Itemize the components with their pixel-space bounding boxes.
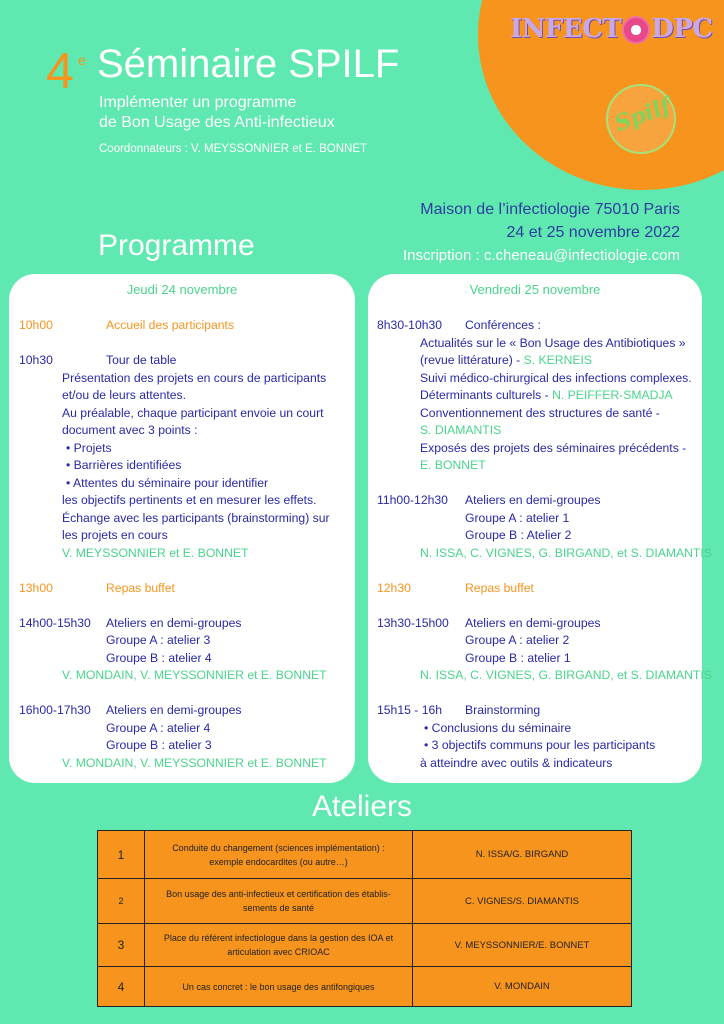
speakers: E. BONNET bbox=[420, 458, 486, 472]
time: 10h30 bbox=[19, 353, 53, 367]
edition-suffix: e bbox=[78, 52, 86, 68]
time: 10h00 bbox=[19, 318, 53, 332]
time: 14h00-15h30 bbox=[19, 616, 91, 630]
session-title: Ateliers en demi-groupes bbox=[465, 493, 601, 507]
session-text: les projets en cours bbox=[62, 528, 168, 542]
session-title: Tour de table bbox=[106, 353, 177, 367]
group-item: Groupe A : atelier 2 bbox=[465, 633, 570, 647]
time: 12h30 bbox=[377, 581, 411, 595]
session-text: les objectifs pertinents et en mesurer les effets. bbox=[62, 493, 317, 507]
group-item: Groupe A : atelier 1 bbox=[465, 511, 570, 525]
speakers: N. PEIFFER-SMADJA bbox=[552, 388, 673, 402]
day2-card bbox=[368, 274, 712, 783]
bullet-item: • Attentes du séminaire pour identifier bbox=[66, 476, 269, 490]
speakers: N. ISSA, C. VIGNES, G. BIRGAND, et S. DIAMANTIS bbox=[420, 546, 712, 560]
speakers: N. ISSA, C. VIGNES, G. BIRGAND, et S. DIAMANTIS bbox=[420, 668, 712, 682]
atelier-number: 4 bbox=[98, 967, 145, 1007]
session-title: Repas buffet bbox=[106, 581, 175, 595]
inscription-contact: Inscription : c.cheneau@infectiologie.com bbox=[402, 247, 680, 264]
speakers: S. DIAMANTIS bbox=[420, 423, 502, 437]
speakers: V. MONDAIN, V. MEYSSONNIER et E. BONNET bbox=[62, 756, 327, 770]
edition-number: 4 bbox=[46, 43, 74, 99]
session-title: Accueil des participants bbox=[106, 318, 235, 332]
session-text: document avec 3 points : bbox=[62, 423, 198, 437]
speakers: V. MONDAIN, V. MEYSSONNIER et E. BONNET bbox=[62, 668, 327, 682]
ateliers-table bbox=[97, 830, 632, 1007]
session-text: et/ou de leurs attentes. bbox=[62, 388, 186, 402]
speakers: S. KERNEIS bbox=[523, 353, 593, 367]
event-place: Maison de l’infectiologie 75010 Paris bbox=[420, 201, 680, 218]
table-row bbox=[98, 831, 632, 879]
bullet-item: • Conclusions du séminaire bbox=[424, 721, 572, 735]
group-item: Groupe B : atelier 4 bbox=[106, 651, 212, 665]
group-item: Groupe B : atelier 1 bbox=[465, 651, 571, 665]
atelier-number: 2 bbox=[98, 879, 145, 924]
day2-title: Vendredi 25 novembre bbox=[469, 282, 601, 297]
session-title: Brainstorming bbox=[465, 703, 541, 717]
group-item: Groupe A : atelier 4 bbox=[106, 721, 211, 735]
table-row bbox=[98, 924, 632, 967]
time: 13h00 bbox=[19, 581, 53, 595]
flower-icon bbox=[622, 16, 650, 44]
atelier-description: Place du référent infectiologue dans la gestion des IOA et articulation avec CRIOAC bbox=[145, 924, 413, 967]
session-text: Au préalable, chaque participant envoie un court bbox=[62, 406, 324, 420]
table-row bbox=[98, 967, 632, 1007]
atelier-speakers: N. ISSA/G. BIRGAND bbox=[413, 831, 632, 879]
atelier-number: 3 bbox=[98, 924, 145, 967]
session-title: Ateliers en demi-groupes bbox=[106, 616, 242, 630]
session-title: Ateliers en demi-groupes bbox=[106, 703, 242, 717]
session-text: (revue littérature) - bbox=[420, 353, 521, 367]
time: 16h00-17h30 bbox=[19, 703, 91, 717]
coordinators: Coordonnateurs : V. MEYSSONNIER et E. BONNET bbox=[99, 143, 368, 155]
subtitle: Implémenter un programme de Bon Usage des Anti-infectieux bbox=[99, 94, 335, 131]
atelier-speakers: V. MONDAIN bbox=[413, 967, 632, 1007]
speakers: V. MEYSSONNIER et E. BONNET bbox=[62, 546, 249, 560]
group-item: Groupe B : Atelier 2 bbox=[465, 528, 572, 542]
atelier-description: Bon usage des anti-infectieux et certification des établis- sements de santé bbox=[145, 879, 413, 924]
programme-heading: Programme bbox=[98, 229, 255, 262]
session-text: Déterminants culturels - bbox=[420, 388, 549, 402]
bullet-item: • Barrières identifiées bbox=[66, 458, 182, 472]
session-text: Conventionnement des structures de santé - bbox=[420, 406, 660, 420]
atelier-description: Un cas concret : le bon usage des antifongiques bbox=[145, 967, 413, 1007]
session-text: Échange avec les participants (brainstorming) sur bbox=[62, 511, 330, 525]
session-title: Ateliers en demi-groupes bbox=[465, 616, 601, 630]
spilf-logo: Spilf bbox=[606, 84, 676, 154]
group-item: Groupe B : atelier 3 bbox=[106, 738, 212, 752]
atelier-speakers: C. VIGNES/S. DIAMANTIS bbox=[413, 879, 632, 924]
bullet-item: • 3 objectifs communs pour les participants bbox=[424, 738, 656, 752]
infectdpc-logo: INFECT DPC bbox=[510, 14, 713, 44]
atelier-number: 1 bbox=[98, 831, 145, 879]
atelier-speakers: V. MEYSSONNIER/E. BONNET bbox=[413, 924, 632, 967]
session-text: Suivi médico-chirurgical des infections complexes. bbox=[420, 371, 692, 385]
session-title: Repas buffet bbox=[465, 581, 534, 595]
page-title: Séminaire SPILF bbox=[97, 42, 400, 86]
table-row bbox=[98, 879, 632, 924]
atelier-description: Conduite du changement (sciences implémentation) : exemple endocardites (ou autre…) bbox=[145, 831, 413, 879]
event-dates: 24 et 25 novembre 2022 bbox=[506, 224, 680, 241]
ateliers-heading: Ateliers bbox=[311, 790, 413, 823]
group-item: Groupe A : atelier 3 bbox=[106, 633, 211, 647]
time: 13h30-15h00 bbox=[377, 616, 449, 630]
session-text: Actualités sur le « Bon Usage des Antibiotiques » bbox=[420, 336, 686, 350]
time: 11h00-12h30 bbox=[377, 493, 448, 507]
session-title: Conférences : bbox=[465, 318, 541, 332]
session-text: Présentation des projets en cours de participants bbox=[62, 371, 327, 385]
event-info bbox=[403, 198, 680, 267]
day1-title: Jeudi 24 novembre bbox=[126, 282, 238, 297]
session-text: à atteindre avec outils & indicateurs bbox=[420, 756, 613, 770]
bullet-item: • Projets bbox=[66, 441, 112, 455]
day1-card bbox=[9, 274, 355, 783]
time: 8h30-10h30 bbox=[377, 318, 443, 332]
time: 15h15 - 16h bbox=[377, 703, 443, 717]
session-text: Exposés des projets des séminaires précédents - bbox=[420, 441, 687, 455]
